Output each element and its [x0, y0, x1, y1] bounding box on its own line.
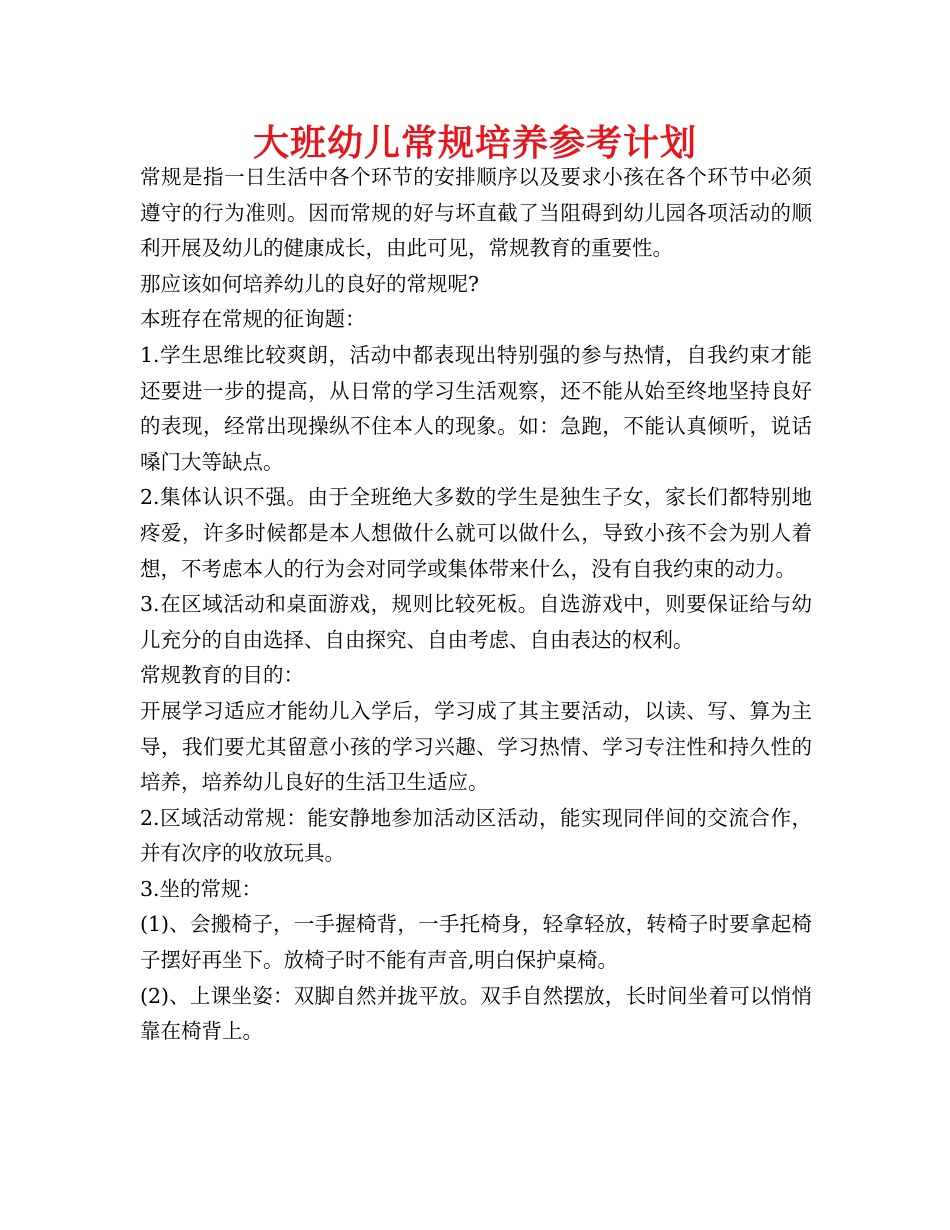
document-body [140, 160, 812, 1050]
paragraph-sitting-2: (2)、上课坐姿：双脚自然并拢平放。双手自然摆放，长时间坐着可以悄悄靠在椅背上。 [140, 983, 812, 1044]
paragraph-goals-heading: 常规教育的目的： [140, 663, 304, 688]
paragraph-area-activity: 2.区域活动常规：能安静地参加活动区活动，能实现同伴间的交流合作，并有次序的收放玩具。 [140, 805, 812, 866]
paragraph-intro: 常规是指一日生活中各个环节的安排顺序以及要求小孩在各个环节中必须遵守的行为准则。因而常规的好与坏直截了当阻碍到幼儿园各项活动的顺利开展及幼儿的健康成长，由此可见，常规教育的重要性。 [140, 165, 812, 261]
paragraph-sitting-heading: 3.坐的常规： [140, 876, 263, 901]
paragraph-sitting-1: (1)、会搬椅子，一手握椅背，一手托椅身，轻拿轻放，转椅子时要拿起椅子摆好再坐下。放椅子时不能有声音,明白保护桌椅。 [140, 912, 812, 973]
paragraph-problems-heading: 本班存在常规的征询题： [140, 307, 366, 332]
paragraph-problem-3: 3.在区域活动和桌面游戏，规则比较死板。自选游戏中，则要保证给与幼儿充分的自由选择、自由探究、自由考虑、自由表达的权利。 [140, 592, 812, 652]
paragraph-learning-adaptation: 开展学习适应才能幼儿入学后，学习成了其主要活动，以读、写、算为主导，我们要尤其留意小孩的学习兴趣、学习热情、学习专注性和持久性的培养，培养幼儿良好的生活卫生适应。 [140, 698, 812, 795]
paragraph-question: 那应该如何培养幼儿的良好的常规呢? [140, 271, 479, 296]
document-title: 大班幼儿常规培养参考计划 [252, 123, 697, 164]
paragraph-problem-1: 1.学生思维比较爽朗，活动中都表现出特别强的参与热情，自我约束才能还要进一步的提高，从日常的学习生活观察，还不能从始至终地坚持良好的表现，经常出现操纵不住本人的现象。如：急跑，不能认真倾听，说话嗓门大等缺点。 [140, 342, 812, 474]
paragraph-problem-2: 2.集体认识不强。由于全班绝大多数的学生是独生子女，家长们都特别地疼爱，许多时候都是本人想做什么就可以做什么，导致小孩不会为别人着想，不考虑本人的行为会对同学或集体带来什么，没有自我约束的动力。 [140, 485, 812, 581]
